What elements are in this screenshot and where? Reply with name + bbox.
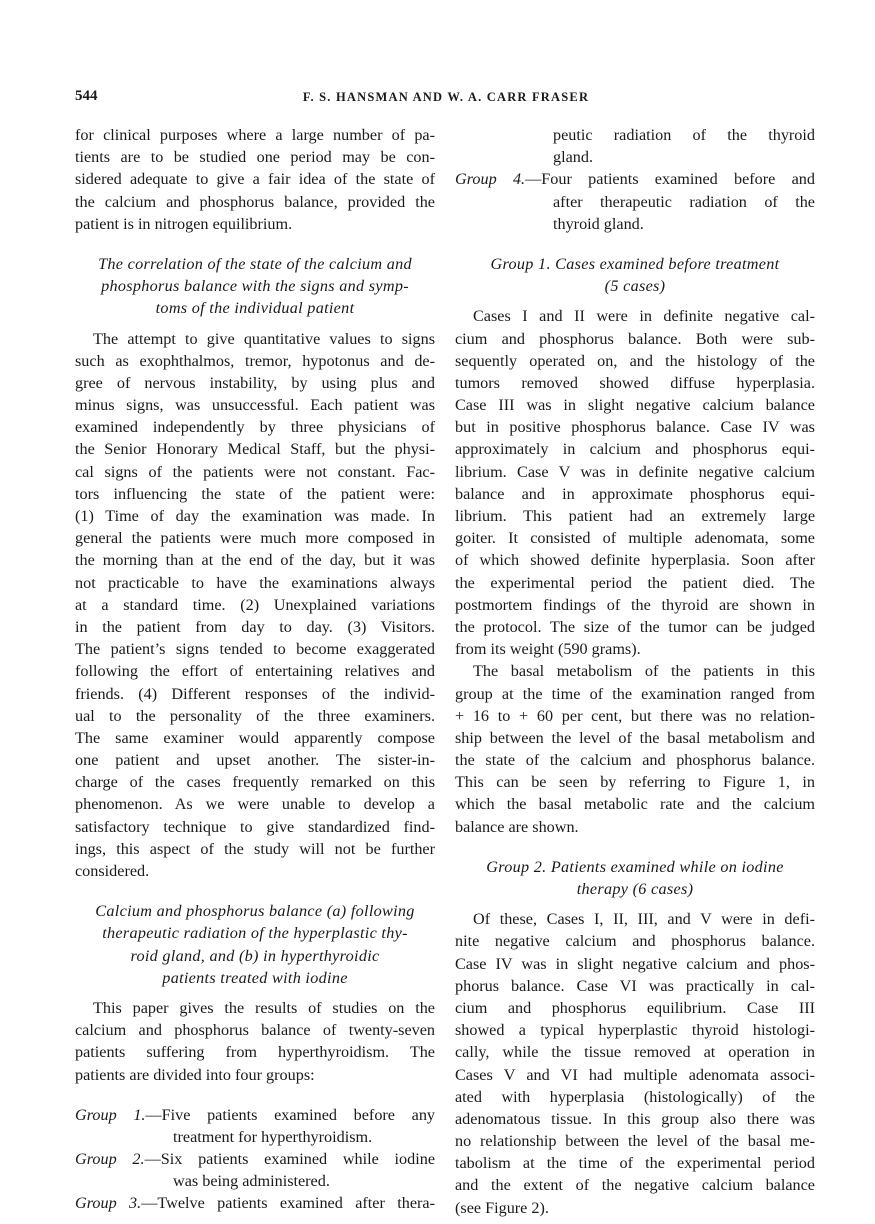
text-line: balance are shown. xyxy=(455,817,579,836)
heading-line: Group 2. Patients examined while on iodine xyxy=(486,857,784,876)
text-line: Group 1.—Five patients examined before any xyxy=(75,1105,436,1124)
spacer xyxy=(455,235,815,253)
group-list-item-4 xyxy=(455,168,815,235)
section-heading-correlation xyxy=(75,253,435,320)
text-line: of which showed definite hyperplasia. Soon after xyxy=(455,551,815,570)
group-2-paragraph xyxy=(455,908,815,1219)
text-line: sidered adequate to give a fair idea of the state of xyxy=(75,170,435,189)
text-line: thyroid gland. xyxy=(553,214,644,233)
text-line: librium. Case V was in definite negative calcium xyxy=(455,462,815,481)
text-line: was being administered. xyxy=(173,1172,330,1191)
text-line: Cases V and VI had multiple adenomata associ- xyxy=(455,1065,815,1084)
text-line: patients suffering from hyperthyroidism. The xyxy=(75,1043,435,1062)
text-line: tabolism at the time of the experimental period xyxy=(455,1154,815,1173)
text-line: + 16 to + 60 per cent, but there was no relation- xyxy=(455,706,815,725)
text-line: in the patient from day to day. (3) Visitors. xyxy=(75,617,435,636)
groups-intro-paragraph xyxy=(75,997,435,1086)
page-header xyxy=(75,88,817,110)
text-line: adenomatous tissue. In this group also there was xyxy=(455,1109,815,1128)
group-label: Group 4. xyxy=(455,170,526,189)
text-line: tients are to be studied one period may be con- xyxy=(75,148,435,167)
group-label: Group 2. xyxy=(75,1150,145,1169)
text-line: tors influencing the state of the patient were: xyxy=(75,484,435,503)
spacer xyxy=(75,320,435,328)
text-line: This paper gives the results of studies on the xyxy=(93,998,435,1017)
text-line: considered. xyxy=(75,862,150,880)
text-line: approximately in calcium and phosphorus equi- xyxy=(455,440,815,459)
text-line: Case IV was in slight negative calcium and phos- xyxy=(455,954,815,973)
group-label: Group 1. xyxy=(75,1105,146,1124)
spacer xyxy=(75,1086,435,1104)
text-line: charge of the cases frequently remarked on this xyxy=(75,773,435,792)
text-line: cium and phosphorus balance. Both were sub- xyxy=(455,329,815,348)
page-number: 544 xyxy=(75,88,98,104)
group-list-item-3 xyxy=(75,1192,435,1214)
spacer xyxy=(75,989,435,997)
text-line: treatment for hyperthyroidism. xyxy=(173,1127,373,1146)
intro-paragraph xyxy=(75,124,435,235)
text-line: such as exophthalmos, tremor, hypotonus and de- xyxy=(75,351,435,370)
text-line: the protocol. The size of the tumor can be judged xyxy=(455,617,815,636)
group-list-item-1 xyxy=(75,1104,435,1148)
text-line: balance and in approximate phosphorus equi- xyxy=(455,484,815,503)
text-line: ings, this aspect of the study will not be further xyxy=(75,839,435,858)
text-line: ated with hyperplasia (histologically) of the xyxy=(455,1087,815,1106)
text-line: which the basal metabolic rate and the calcium xyxy=(455,795,815,814)
text-line: The same examiner would apparently compose xyxy=(75,728,435,747)
heading-line: therapy (6 cases) xyxy=(576,880,694,898)
text-line: calcium and phosphorus balance of twenty-seven xyxy=(75,1021,435,1040)
text-line: group at the time of the examination ranged from xyxy=(455,684,815,703)
text-line: general the patients were much more composed in xyxy=(75,529,435,548)
heading-line: phosphorus balance with the signs and symp- xyxy=(101,277,409,296)
group-list-item-2 xyxy=(75,1148,435,1192)
heading-line: (5 cases) xyxy=(604,277,666,296)
text-line: Cases I and II were in definite negative cal- xyxy=(473,307,815,326)
text-line: the experimental period the patient died. The xyxy=(455,573,815,592)
heading-line: therapeutic radiation of the hyperplastic thy- xyxy=(102,924,408,943)
text-line: peutic radiation of the thyroid xyxy=(553,126,815,144)
text-line: This can be seen by referring to Figure 1, in xyxy=(455,773,815,792)
right-column xyxy=(455,124,815,1219)
section-heading-calcium-phosphorus xyxy=(75,900,435,989)
heading-line: roid gland, and (b) in hyperthyroidic xyxy=(130,946,380,965)
text-line: (1) Time of day the examination was made. In xyxy=(75,507,435,525)
text-line: following the effort of entertaining relatives and xyxy=(75,662,435,681)
text-line: the state of the calcium and phosphorus balance. xyxy=(455,751,815,770)
text-line: friends. (4) Different responses of the individ- xyxy=(75,684,435,703)
text-line: The patient’s signs tended to become exaggerated xyxy=(75,640,435,659)
correlation-paragraph xyxy=(75,328,435,883)
text-line: The basal metabolism of the patients in this xyxy=(473,662,815,681)
text-line: and the extent of the negative calcium balance xyxy=(455,1176,815,1195)
text-line: Group 3.—Twelve patients examined after thera- xyxy=(75,1194,435,1213)
spacer xyxy=(455,900,815,908)
running-head: F. S. HANSMAN AND W. A. CARR FRASER xyxy=(302,90,590,104)
heading-line: The correlation of the state of the calcium and xyxy=(98,254,412,273)
text-line: cally, while the tissue removed at operation in xyxy=(455,1043,815,1062)
text-line: (see Figure 2). xyxy=(455,1198,549,1217)
text-line: examined independently by three physicians of xyxy=(75,418,435,437)
text-line: at a standard time. (2) Unexplained variations xyxy=(75,595,435,614)
text-line: Group 4.—Four patients examined before and xyxy=(455,170,815,189)
spacer xyxy=(75,882,435,900)
heading-line: Group 1. Cases examined before treatment xyxy=(490,254,780,273)
text-line: one patient and upset another. The sister-in- xyxy=(75,751,435,770)
text-line: no relationship between the level of the basal me- xyxy=(455,1132,815,1151)
text-line: nite negative calcium and phosphorus balance. xyxy=(455,932,815,951)
group-label: Group 3. xyxy=(75,1194,142,1213)
spacer xyxy=(455,838,815,856)
text-line: patient is in nitrogen equilibrium. xyxy=(75,214,293,233)
text-line: the Senior Honorary Medical Staff, but the physi- xyxy=(75,440,435,459)
text-line: ual to the personality of the three examiners. xyxy=(75,706,435,725)
text-line: librium. This patient had an extremely large xyxy=(455,507,815,525)
text-line: cium and phosphorus equilibrium. Case III xyxy=(455,998,815,1017)
text-line: patients are divided into four groups: xyxy=(75,1065,315,1084)
text-line: minus signs, was unsuccessful. Each patient was xyxy=(75,396,435,415)
text-line: satisfactory technique to give standardized find- xyxy=(75,817,435,836)
group-1-metabolism-paragraph xyxy=(455,660,815,838)
text-line: phenomenon. As we were unable to develop a xyxy=(75,795,435,814)
text-line: Group 2.—Six patients examined while iodine xyxy=(75,1150,436,1169)
text-line: for clinical purposes where a large number of pa- xyxy=(75,126,435,144)
heading-line: patients treated with iodine xyxy=(162,968,348,987)
group-1-paragraph xyxy=(455,305,815,660)
text-line: but in positive phosphorus balance. Case IV was xyxy=(455,418,815,437)
text-line: not practicable to have the examinations always xyxy=(75,573,435,592)
text-line: gree of nervous instability, by using plus and xyxy=(75,373,435,392)
text-line: ship between the level of the basal metabolism and xyxy=(455,728,815,747)
left-column xyxy=(75,124,435,1215)
section-heading-group-2 xyxy=(455,856,815,900)
spacer xyxy=(75,235,435,253)
text-line: after therapeutic radiation of the xyxy=(553,192,815,211)
heading-line: toms of the individual patient xyxy=(155,299,355,318)
text-line: the morning than at the end of the day, but it was xyxy=(75,551,435,570)
heading-line: Calcium and phosphorus balance (a) following xyxy=(95,902,415,921)
text-line: postmortem findings of the thyroid are shown in xyxy=(455,595,815,614)
text-line: goiter. It consisted of multiple adenomata, some xyxy=(455,529,815,548)
section-heading-group-1 xyxy=(455,253,815,297)
group-list-item-3-continued xyxy=(455,124,815,168)
spacer xyxy=(455,297,815,305)
text-line: The attempt to give quantitative values to signs xyxy=(93,329,435,348)
text-line: Case III was in slight negative calcium balance xyxy=(455,396,815,415)
text-line: tumors removed showed diffuse hyperplasia. xyxy=(455,373,815,392)
text-line: cal signs of the patients were not constant. Fac- xyxy=(75,462,435,481)
text-line: Of these, Cases I, II, III, and V were in defi- xyxy=(473,910,815,929)
text-line: sequently operated on, and the histology of the xyxy=(455,351,815,370)
text-line: showed a typical hyperplastic thyroid histologi- xyxy=(455,1021,815,1040)
text-line: from its weight (590 grams). xyxy=(455,640,641,659)
text-line: gland. xyxy=(553,148,594,167)
text-line: the calcium and phosphorus balance, provided the xyxy=(75,192,435,211)
text-line: phorus balance. Case VI was practically in cal- xyxy=(455,976,815,995)
